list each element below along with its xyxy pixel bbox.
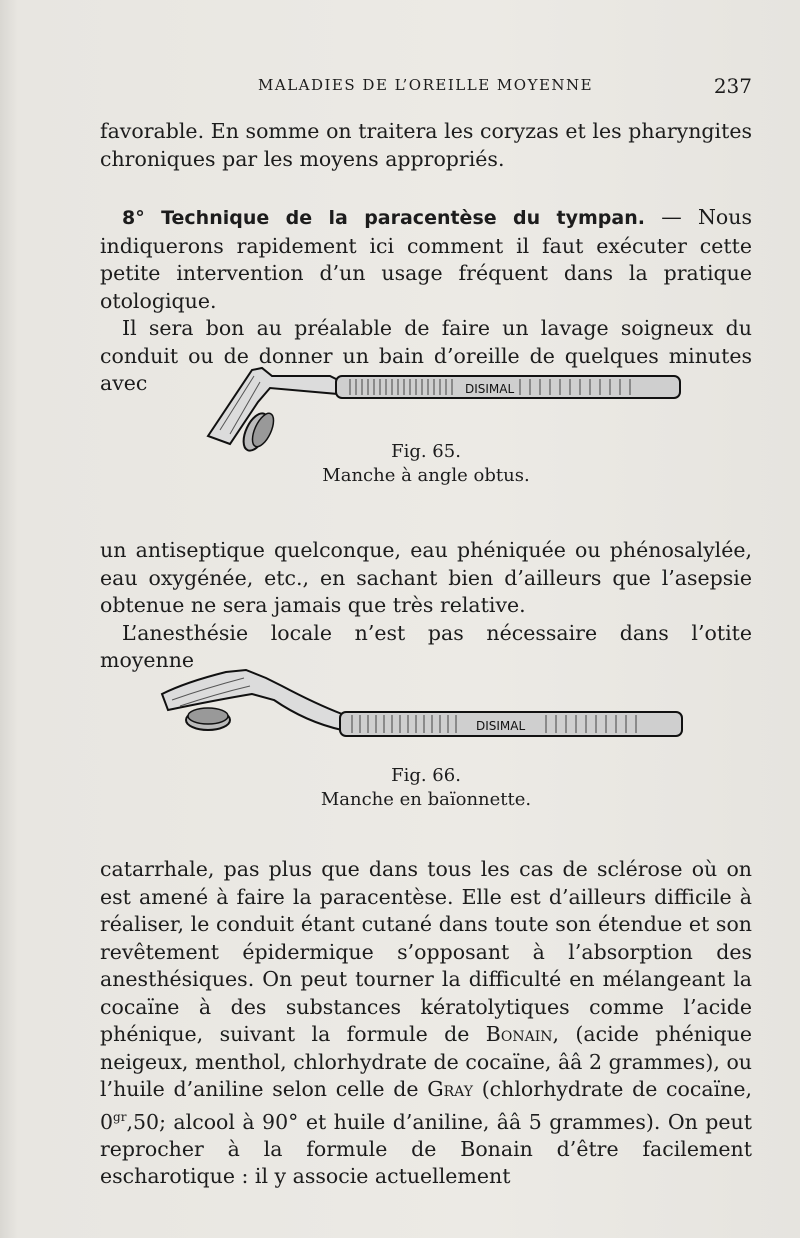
page-header (100, 74, 752, 104)
paragraph: favorable. En somme on traitera les coryzas et les pharyngites chroniques par les moyens appropriés. (100, 119, 752, 171)
text-block-1 (100, 118, 752, 173)
paragraph: Il sera bon au préalable de faire un lavage soigneux du conduit ou de donner un bain d’oreille de quelques minutes avec (100, 316, 752, 395)
author-name: Gray (427, 1077, 473, 1101)
unit-superscript: gr (113, 1109, 127, 1124)
paragraph (100, 856, 752, 1191)
maker-stamp: DISIMAL (476, 719, 526, 733)
text-block-3 (100, 537, 752, 675)
figure-label: Fig. 66. (391, 765, 461, 786)
figure-65-caption-block (100, 440, 752, 488)
text-run: ,50; alcool à 90° et huile d’aniline, ââ 5 grammes). On peut reprocher à la formule de Bonain d’être facilement escharotique : il y associe actuellement (100, 1109, 752, 1189)
paragraph: un antiseptique quelconque, eau phéniquée ou phénosalylée, eau oxygénée, etc., en sachant bien d’ailleurs que l’asepsie obtenue ne sera jamais que très relative. (100, 538, 752, 617)
maker-stamp: DISIMAL (465, 382, 515, 396)
text-block-4 (100, 856, 752, 1191)
section-heading: 8° Technique de la paracentèse du tympan. (122, 207, 645, 229)
figure-caption: Manche à angle obtus. (322, 465, 530, 486)
figure-caption: Manche en baïonnette. (320, 789, 532, 810)
figure-label: Fig. 65. (391, 441, 461, 462)
paragraph-technique (100, 204, 752, 315)
text-run: (chlorhydrate de cocaïne, 0 (100, 1077, 752, 1134)
paragraph: L’anesthésie locale n’est pas nécessaire dans l’otite moyenne (100, 620, 752, 672)
author-name: Bonain (485, 1022, 553, 1046)
figure-66-caption-block (100, 764, 752, 812)
section-intro: — Nous indiquerons rapidement ici comment il faut exécuter cette petite intervention d’un usage fréquent dans la pratique otologique. (100, 205, 753, 313)
running-head: MALADIES DE L’OREILLE MOYENNE (258, 76, 594, 94)
text-run: , (acide phénique neigeux, menthol, chlorhydrate de cocaïne, ââ 2 grammes), ou l’huile d’aniline selon celle de (100, 1022, 752, 1101)
speculum-handle-bayonet-figure (156, 664, 690, 754)
text-run: catarrhale, pas plus que dans tous les cas de sclérose où on est amené à faire la paracentèse. Elle est d’ailleurs difficile à réaliser, le conduit étant cutané dans toute son étendue et son revêtement épidermique s’opposant à l’absorption des anesthésiques. On peut tourner la difficulté en mélangeant la cocaïne à des substances kératolytiques comme l’acide phénique, suivant la formule de (100, 857, 752, 1046)
page-number: 237 (713, 74, 752, 98)
